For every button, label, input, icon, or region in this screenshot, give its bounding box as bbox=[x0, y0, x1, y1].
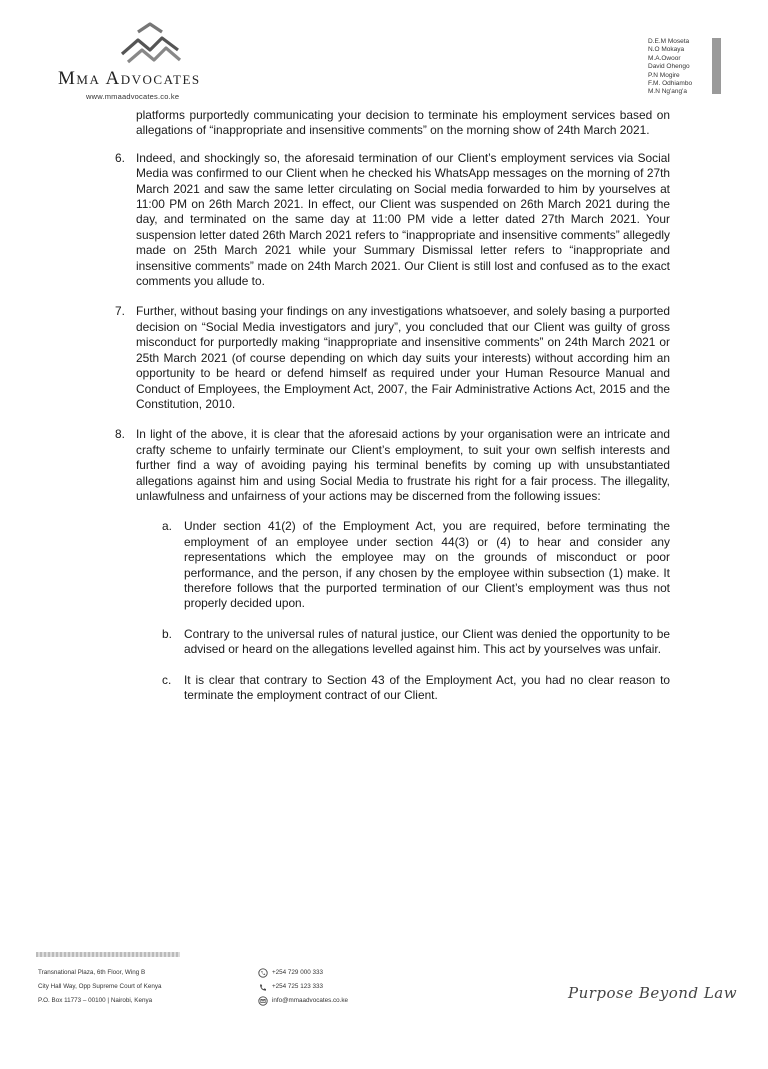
partner-name: David Ohengo bbox=[648, 63, 690, 71]
firm-name: Mma Advocates bbox=[58, 68, 201, 89]
address-line: Transnational Plaza, 6th Floor, Wing B bbox=[38, 969, 146, 976]
issue-marker: c. bbox=[162, 672, 172, 687]
issue-marker: a. bbox=[162, 519, 172, 534]
contact-email bbox=[258, 994, 348, 1008]
mobile-icon bbox=[258, 982, 268, 992]
partners-accent-bar bbox=[712, 38, 721, 94]
intro-paragraph: platforms purportedly communicating your decision to terminate his employment services based on allegations of “inappropriate and insensitive comments” on the morning show of 24th March 2021. bbox=[136, 108, 670, 138]
partner-name: F.M. Odhiambo bbox=[648, 80, 693, 88]
partner-name: M.A.Owoor bbox=[648, 54, 681, 62]
partner-name: M.N Ng'ang'a bbox=[648, 88, 687, 96]
issue-marker: b. bbox=[162, 626, 172, 641]
firm-website: www.mmaadvocates.co.ke bbox=[86, 92, 180, 101]
address-line: P.O. Box 11773 – 00100 | Nairobi, Kenya bbox=[38, 997, 153, 1004]
footer-divider bbox=[36, 952, 180, 957]
paragraph-number: 8. bbox=[115, 427, 125, 442]
phone-icon bbox=[258, 968, 268, 978]
email-address: info@mmaadvocates.co.ke bbox=[272, 997, 349, 1004]
numbered-paragraph bbox=[115, 427, 670, 504]
issue-item bbox=[162, 672, 670, 704]
letter-body bbox=[115, 108, 670, 718]
email-icon bbox=[258, 996, 268, 1006]
paragraph-text: In light of the above, it is clear that the aforesaid actions by your organisation were an intricate and crafty scheme to unfairly terminate our Client’s employment, to suit your own selfish interests and further find a way of avoiding paying his terminal benefits by coming up with unsubstantiated allegations against him and using Social Media to frustrate his right for a fair process. The illegality, unlawfulness and unfairness of your actions may be discerned from the following issues: bbox=[136, 427, 670, 503]
issue-text: Under section 41(2) of the Employment Act, you are required, before terminating the employment of an employee under section 44(3) or (4) to hear and consider any representations which the employee may on the grounds of misconduct or poor performance, and the person, if any chosen by the employee within subsection (1) make. It therefore follows that the purported termination of our Client’s employment was thus not properly decided upon. bbox=[184, 519, 670, 611]
numbered-paragraph bbox=[115, 150, 670, 290]
contact-phone-1 bbox=[258, 966, 348, 980]
paragraph-number: 6. bbox=[115, 150, 125, 165]
paragraph-text: Further, without basing your findings on any investigations whatsoever, and solely basing a purported decision on “Social Media investigators and jury”, you concluded that our Client was guilty of gross misconduct for purportedly making “inappropriate and insensitive comments” on 24th March 2021 or 25th March 2021 (of course depending on which day suits your interests) without according him an opportunity to be heard or defend himself as required under your Human Resource Manual and Conduct of Employees, the Employment Act, 2007, the Fair Administrative Actions Act, 2015 and the Constitution, 2010. bbox=[136, 304, 670, 411]
partner-name: D.E.M Moseta bbox=[648, 38, 690, 45]
issues-list bbox=[136, 519, 670, 703]
firm-motto: Purpose Beyond Law bbox=[568, 984, 738, 1002]
partner-name: N.O Mokaya bbox=[648, 46, 685, 54]
issue-item bbox=[162, 519, 670, 611]
address-line: City Hall Way, Opp Supreme Court of Kenya bbox=[38, 983, 162, 990]
contact-phone-2 bbox=[258, 980, 348, 994]
partners-list bbox=[648, 38, 692, 97]
logo-mark-icon bbox=[116, 20, 186, 70]
paragraph-text: Indeed, and shockingly so, the aforesaid termination of our Client’s employment services via Social Media was confirmed to our Client when he checked his WhatsApp messages on the morning of 27th March 2021 and saw the same letter circulating on Social media forwarded to him by yourselves at 11:00 PM on 26th March 2021. In effect, our Client was suspended on 26th March 2021 during the day, and terminated on the same day at 11:00 PM vide a letter dated 27th March 2021. Your suspension letter dated 26th March 2021 refers to “inappropriate and insensitive comments” allegedly made on 25th March 2021 while your Summary Dismissal letter refers to “inappropriate and insensitive comments” made on 24th March 2021. Our Client is still lost and confused as to the exact comments you allude to. bbox=[136, 150, 670, 289]
issue-item bbox=[162, 626, 670, 658]
numbered-paragraph bbox=[115, 304, 670, 412]
issue-text: It is clear that contrary to Section 43 of the Employment Act, you had no clear reason to terminate the employment contract of our Client. bbox=[184, 672, 670, 702]
paragraph-number: 7. bbox=[115, 304, 125, 319]
footer-contacts bbox=[258, 966, 348, 1008]
mobile-number: +254 725 123 333 bbox=[272, 983, 323, 990]
phone-number: +254 729 000 333 bbox=[272, 969, 323, 976]
partner-name: P.N Mogire bbox=[648, 71, 680, 79]
issue-text: Contrary to the universal rules of natural justice, our Client was denied the opportunity to be advised or heard on the allegations levelled against him. This act by yourselves was unfair. bbox=[184, 626, 670, 657]
footer-address bbox=[38, 966, 162, 1008]
